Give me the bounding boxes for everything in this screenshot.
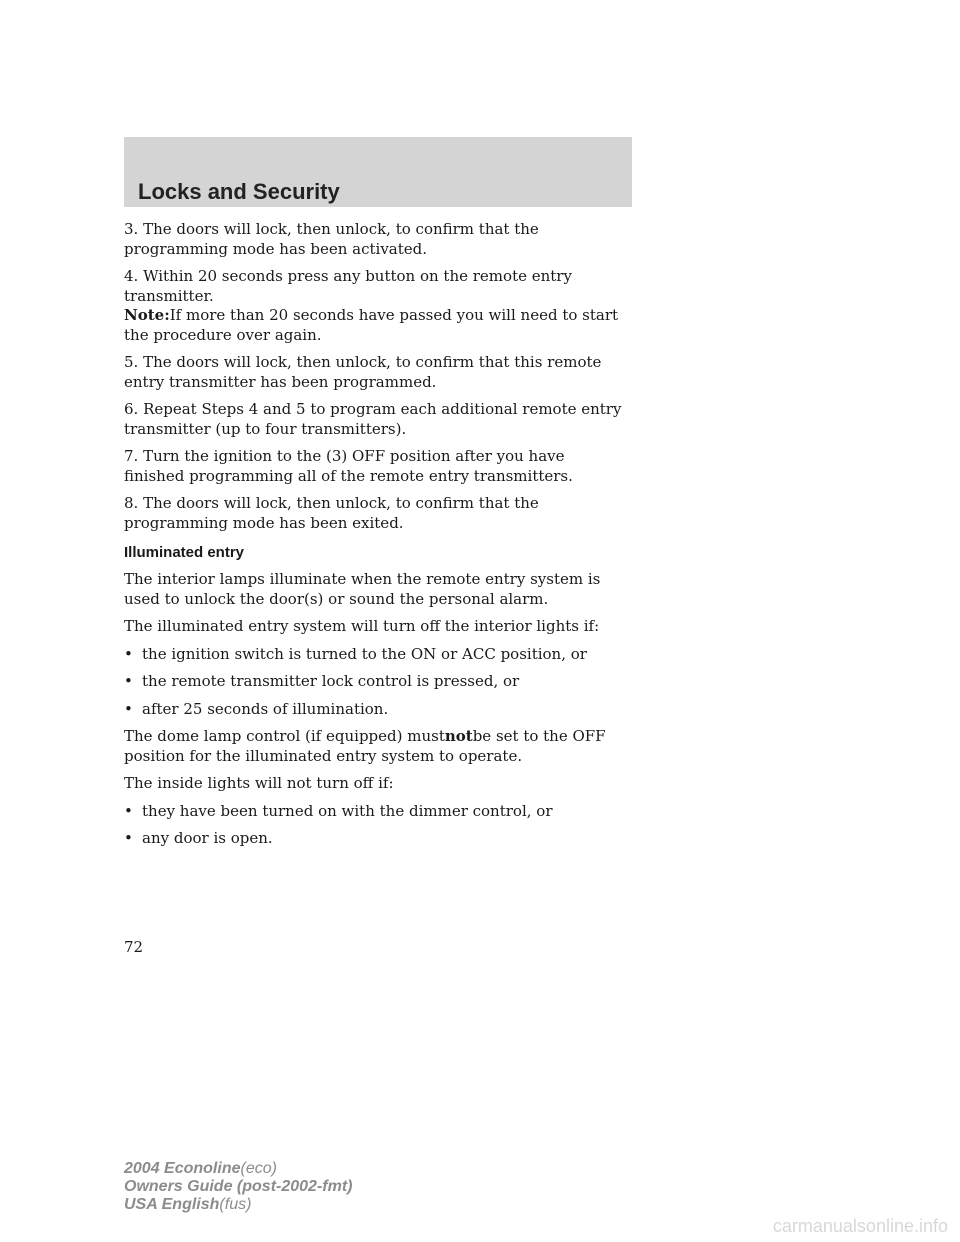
turn-off-conditions-intro: The illuminated entry system will turn off the interior lights if: [124,617,600,635]
page-number: 72 [124,938,144,956]
illuminated-entry-intro: The interior lamps illuminate when the remote entry system is used to unlock the door(s) or sound the personal alarm. [124,570,601,608]
list-item-text: any door is open. [142,829,273,847]
bullet-icon: • [124,801,133,820]
step-4-paragraph [124,267,624,345]
list-item-text: they have been turned on with the dimmer control, or [142,801,553,820]
step-3-paragraph: 3. The doors will lock, then unlock, to confirm that the programming mode has been activated. [124,220,539,258]
list-item-text: the ignition switch is turned to the ON or ACC position, or [142,644,587,663]
step-7-paragraph: 7. Turn the ignition to the (3) OFF position after you have finished programming all of the remote entry transmitters. [124,447,573,485]
watermark: carmanualsonline.info [772,1216,948,1236]
note-text: If more than 20 seconds have passed you will need to start the procedure over again. [124,306,619,344]
bullet-icon: • [124,699,133,718]
list-item [124,645,624,665]
step-8-paragraph: 8. The doors will lock, then unlock, to confirm that the programming mode has been exited. [124,494,539,532]
bullet-icon: • [124,672,133,690]
list-item [124,802,624,822]
footer-language: USA English [124,1196,220,1213]
page-content [124,220,624,857]
note-label: Note: [124,306,170,324]
section-header-band [124,137,632,207]
document-footer [124,1160,352,1214]
list-item [124,700,624,720]
footer-line-3 [124,1196,352,1214]
footer-model-code: (eco) [240,1160,277,1177]
footer-line-2: Owners Guide (post-2002-fmt) [124,1178,353,1195]
list-item-text: after 25 seconds of illumination. [142,699,389,718]
footer-model: 2004 Econoline [124,1160,241,1177]
step-5-paragraph: 5. The doors will lock, then unlock, to confirm that this remote entry transmitter has been programmed. [124,353,602,391]
dome-lamp-text-post: be set to the OFF position for the illuminated entry system to operate. [124,727,606,765]
dome-lamp-text-pre: The dome lamp control (if equipped) must [124,727,445,745]
bullet-icon: • [124,829,133,847]
section-title: Locks and Security [138,179,340,204]
list-item [124,829,624,849]
footer-line-1 [124,1160,352,1178]
footer-language-code: (fus) [219,1196,252,1213]
bullet-icon: • [124,644,133,663]
illuminated-entry-heading: Illuminated entry [124,544,245,561]
step-6-paragraph: 6. Repeat Steps 4 and 5 to program each additional remote entry transmitter (up to four transmitters). [124,400,622,438]
list-item-text: the remote transmitter lock control is pressed, or [142,672,520,690]
dome-lamp-paragraph [124,727,624,766]
dome-lamp-text-bold: not [444,727,473,745]
step-4-text: 4. Within 20 seconds press any button on the remote entry transmitter. [124,267,572,305]
list-item [124,672,624,692]
lights-stay-on-intro: The inside lights will not turn off if: [124,774,394,792]
